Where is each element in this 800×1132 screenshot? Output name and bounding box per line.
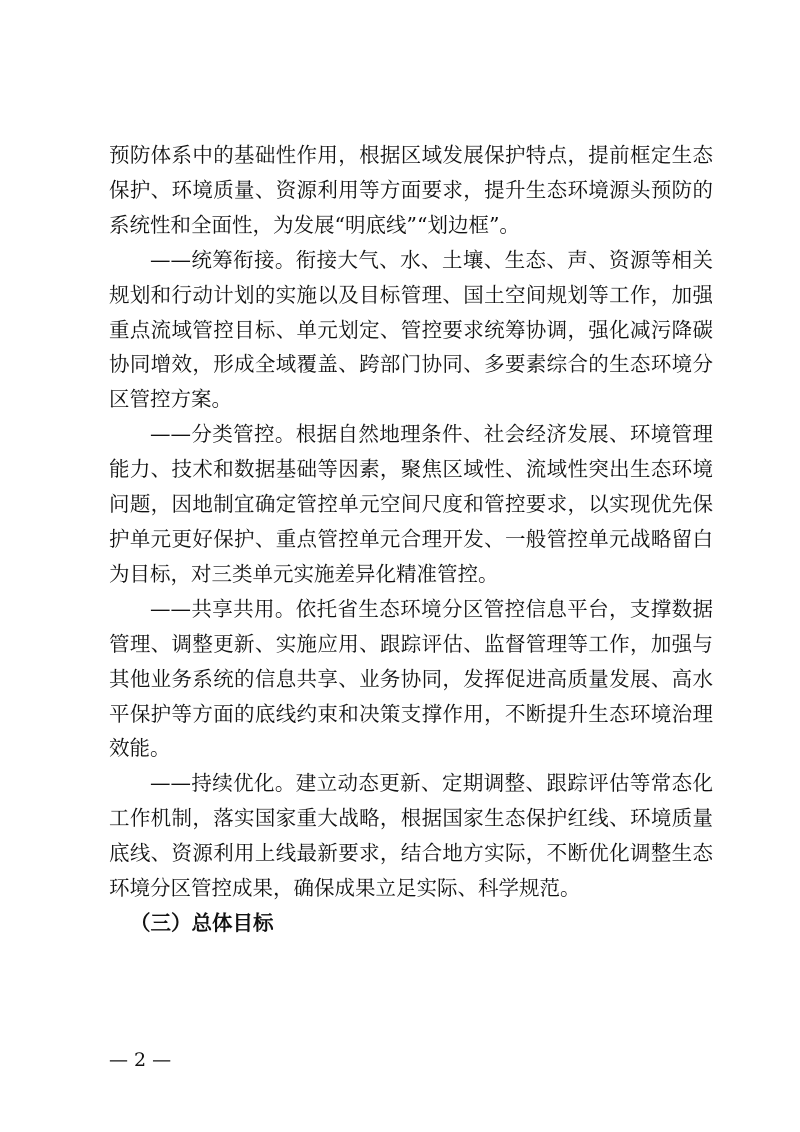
paragraph-sharing: ——共享共用。依托省生态环境分区管控信息平台，支撑数据管理、调整更新、实施应用、跟踪评估、监督管理等工作，加强与其他业务系统的信息共享、业务协同，发挥促进高质量发展、高水平保护等方面的底线约束和决策支撑作用，不断提升生态环境治理效能。 [109,596,713,761]
paragraph-continuation: 预防体系中的基础性作用，根据区域发展保护特点，提前框定生态保护、环境质量、资源利用等方面要求，提升生态环境源头预防的系统性和全面性，为发展“明底线”“划边框”。 [109,143,713,237]
paragraph-coordination: ——统筹衔接。衔接大气、水、土壤、生态、声、资源等相关规划和行动计划的实施以及目标管理、国土空间规划等工作，加强重点流域管控目标、单元划定、管控要求统筹协调，强化减污降碳协同增效，形成全域覆盖、跨部门协同、多要素综合的生态环境分区管控方案。 [109,247,713,412]
page-number: — 2 — [109,1049,172,1071]
document-body [109,138,713,941]
paragraph-continuous-optimization: ——持续优化。建立动态更新、定期调整、跟踪评估等常态化工作机制，落实国家重大战略，根据国家生态保护红线、环境质量底线、资源利用上线最新要求，结合地方实际，不断优化调整生态环境分区管控成果，确保成果立足实际、科学规范。 [109,771,713,901]
paragraph-classified-control: ——分类管控。根据自然地理条件、社会经济发展、环境管理能力、技术和数据基础等因素，聚焦区域性、流域性突出生态环境问题，因地制宜确定管控单元空间尺度和管控要求，以实现优先保护单元更好保护、重点管控单元合理开发、一般管控单元战略留白为目标，对三类单元实施差异化精准管控。 [109,422,713,586]
section-heading: （三）总体目标 [130,910,274,935]
